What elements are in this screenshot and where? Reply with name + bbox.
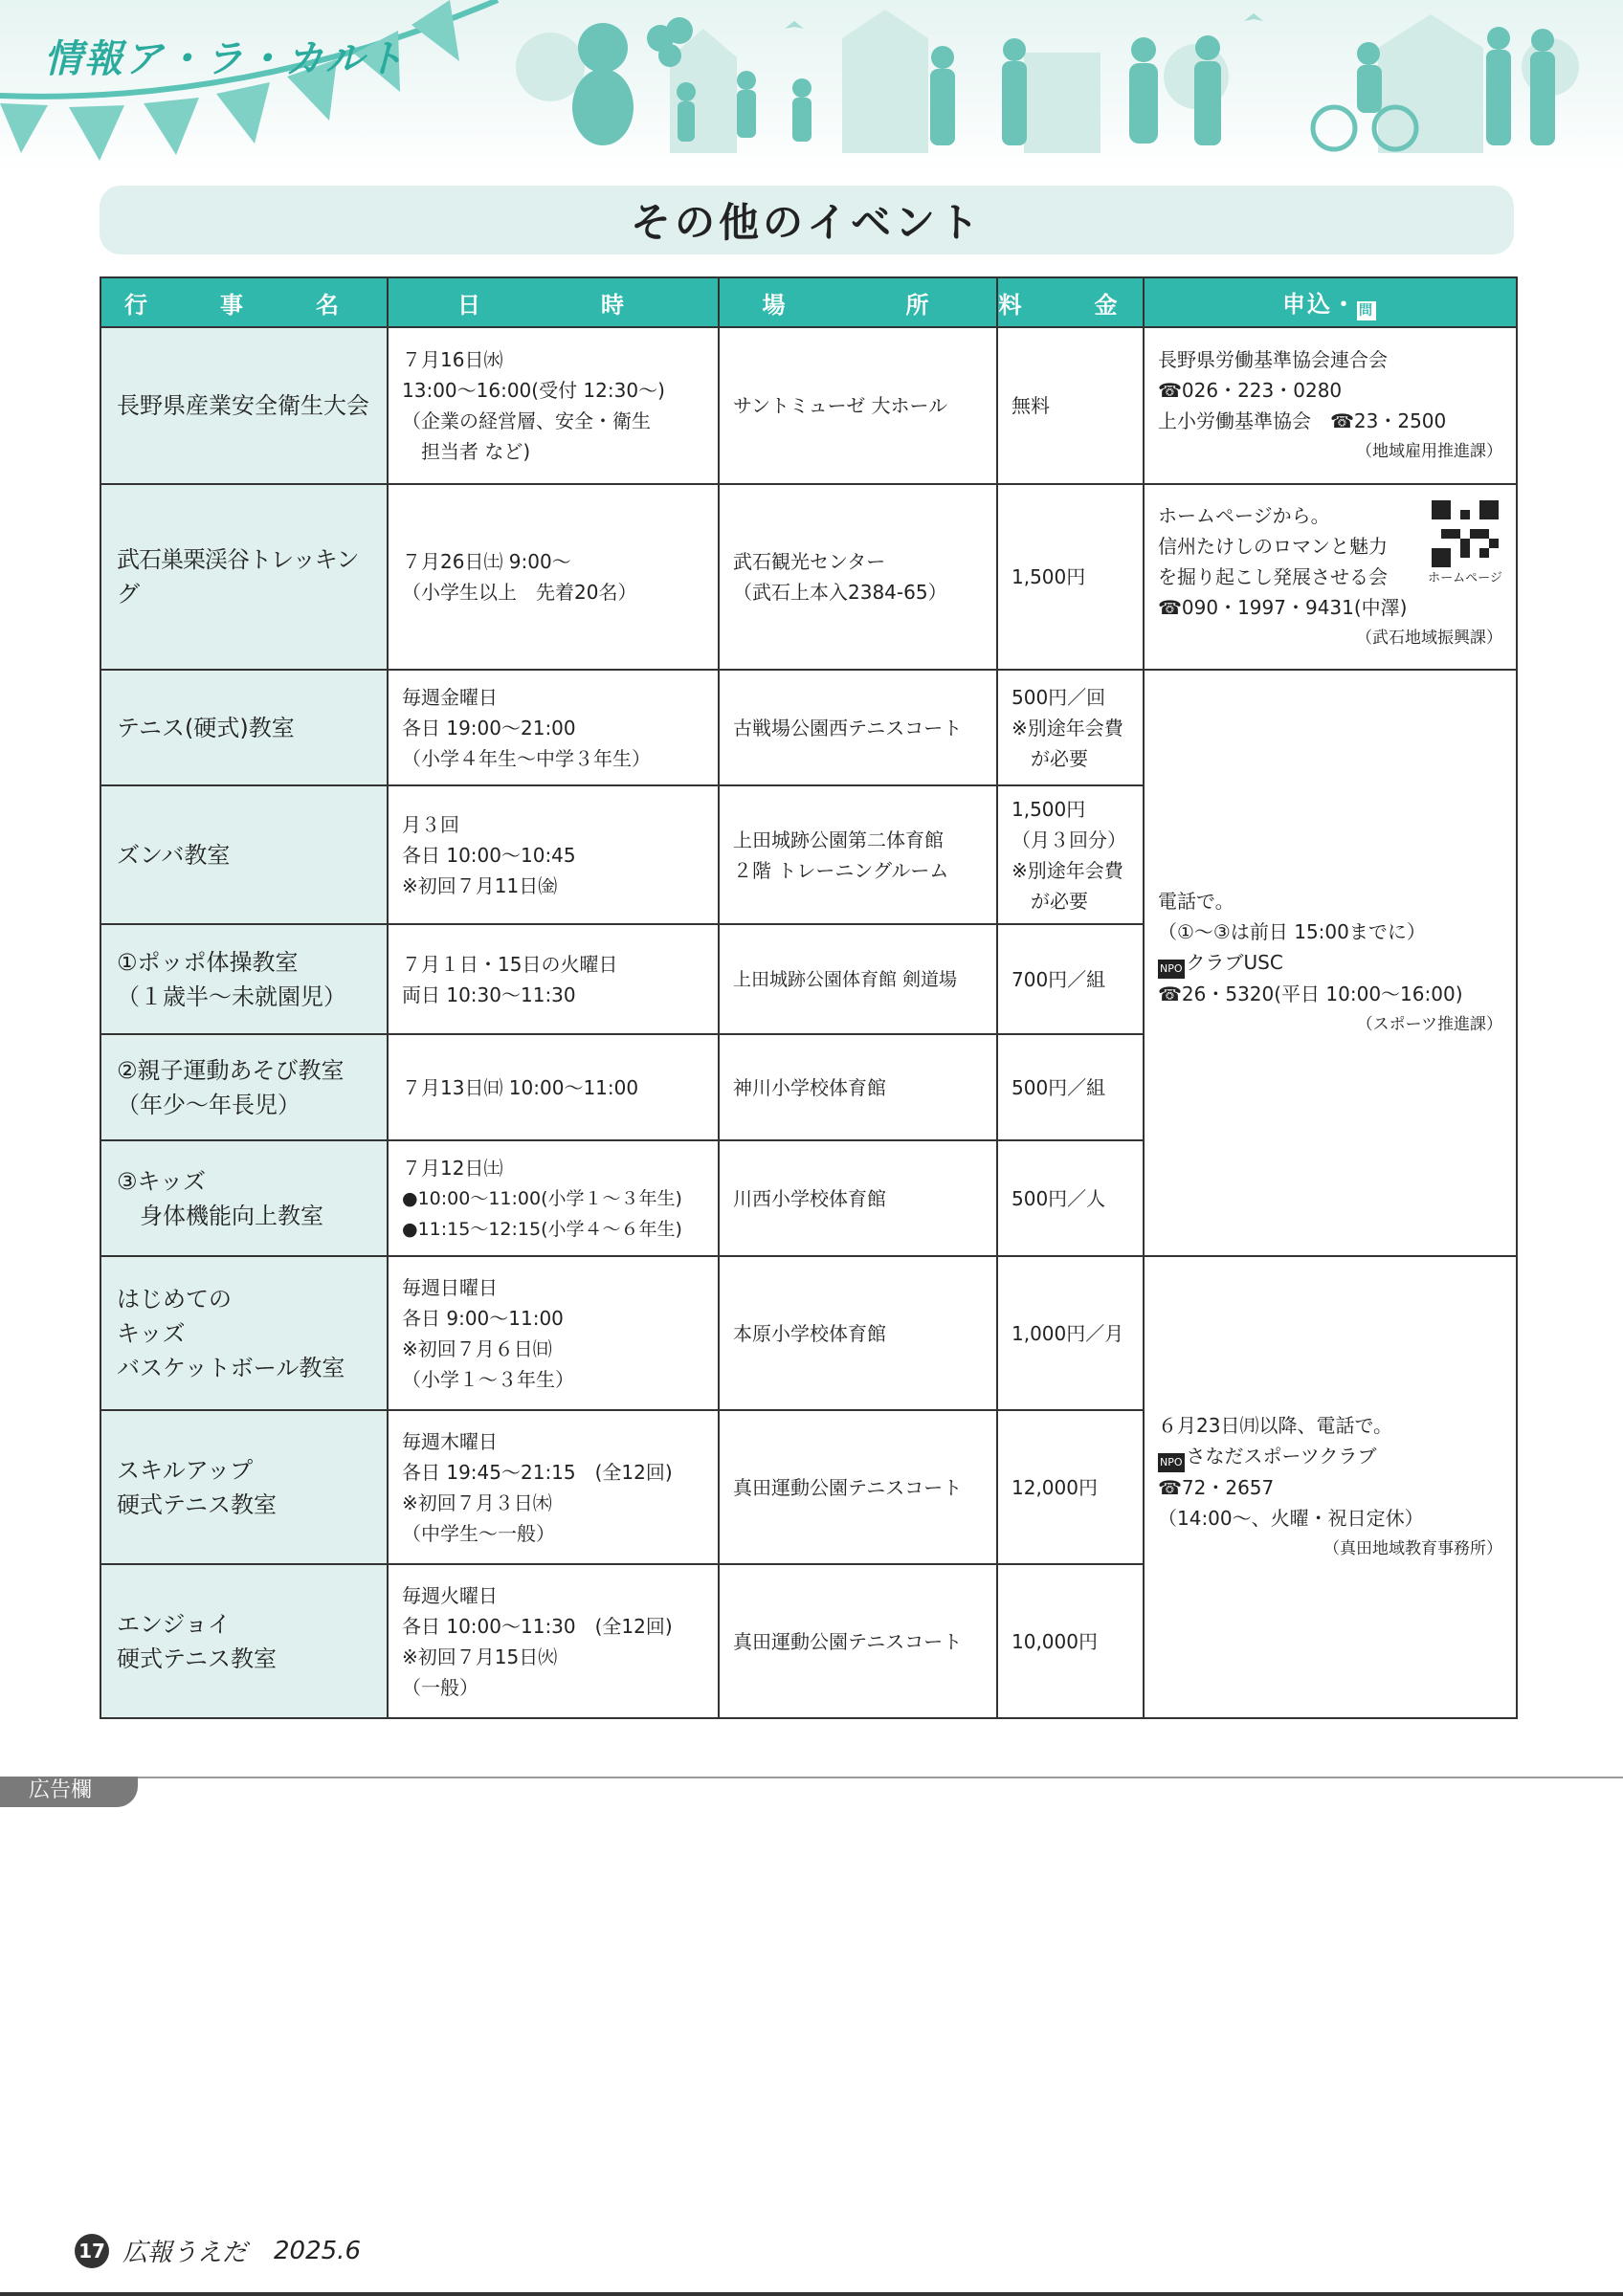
fee-line: 1,500円 <box>1012 797 1086 821</box>
bird-icon <box>1244 13 1263 21</box>
venue-cell <box>719 484 997 670</box>
column-header-event-name: 行 事 名 <box>100 277 388 327</box>
contact-phone: 上小労働基準協会 ☎23・2500 <box>1158 409 1447 432</box>
event-name-cell <box>100 785 388 924</box>
venue-cell <box>719 1410 997 1564</box>
fee-cell <box>997 1256 1144 1410</box>
event-name: 硬式テニス教室 <box>117 1490 278 1518</box>
qr-code[interactable] <box>1428 500 1502 586</box>
event-name: 硬式テニス教室 <box>117 1645 278 1672</box>
event-name: 長野県産業安全衛生大会 <box>117 392 369 419</box>
page-title-bar <box>100 186 1514 254</box>
page-header <box>0 0 1623 172</box>
inquiry-mark-icon: 問 <box>1359 302 1374 319</box>
datetime-line: （一般） <box>402 1675 478 1699</box>
datetime-line: 各日 9:00～11:00 <box>402 1306 564 1330</box>
table-row <box>100 670 1517 785</box>
venue-line: ２階 トレーニングルーム <box>733 858 949 882</box>
event-name: テニス(硬式)教室 <box>117 714 295 741</box>
contact-department: （スポーツ推進課） <box>1356 1015 1502 1034</box>
page-title: その他のイベント <box>630 199 983 246</box>
datetime-cell <box>388 1140 719 1256</box>
contact-line: 長野県労働基準協会連合会 <box>1158 348 1388 371</box>
datetime-cell <box>388 785 719 924</box>
datetime-line: ●11:15～12:15(小学４～６年生) <box>402 1218 682 1240</box>
fee-cell <box>997 1140 1144 1256</box>
running-child-icon <box>737 90 756 138</box>
fee-line: ※別途年会費 <box>1012 716 1123 740</box>
fee-line: 無料 <box>1012 394 1050 417</box>
venue-line: 真田運動公園テニスコート <box>733 1475 963 1499</box>
contact-line: を掘り起こし発展させる会 <box>1158 565 1388 588</box>
fee-line: が必要 <box>1012 889 1088 913</box>
datetime-line: ７月26日㈯ 9:00～ <box>402 550 571 573</box>
fee-cell <box>997 327 1144 484</box>
building-icon <box>1378 14 1483 48</box>
datetime-line: 各日 19:45～21:15 (全12回) <box>402 1460 673 1484</box>
datetime-cell <box>388 1034 719 1140</box>
balloon-icon <box>666 17 693 44</box>
table-row <box>100 484 1517 670</box>
datetime-line: 毎週金曜日 <box>402 685 498 709</box>
venue-line: 本原小学校体育館 <box>733 1321 886 1345</box>
datetime-line: （小学１～３年生） <box>402 1367 574 1391</box>
elderly-person-icon <box>1194 61 1221 145</box>
venue-line: 武石観光センター <box>733 550 886 573</box>
qr-label: ホームページ <box>1428 571 1502 585</box>
contact-department: （真田地域教育事務所） <box>1323 1539 1502 1558</box>
cyclist-icon <box>1357 42 1380 65</box>
building-icon <box>1024 53 1101 153</box>
fee-cell <box>997 1034 1144 1140</box>
fee-cell <box>997 1410 1144 1564</box>
bird-icon <box>785 21 804 29</box>
datetime-line: 毎週木曜日 <box>402 1429 498 1453</box>
datetime-line: ※初回７月３日㈭ <box>402 1490 552 1514</box>
building-icon <box>1378 48 1483 153</box>
venue-line: サントミューゼ 大ホール <box>733 394 948 417</box>
venue-line: 上田城跡公園体育館 剣道場 <box>733 968 958 990</box>
bear-icon <box>578 23 628 73</box>
datetime-line: ７月１日・15日の火曜日 <box>402 952 618 976</box>
column-header-fee: 料 金 <box>997 277 1144 327</box>
header-illustration <box>0 0 1623 172</box>
datetime-line: ７月13日㈰ 10:00～11:00 <box>402 1075 639 1099</box>
table-header-row <box>100 277 1517 327</box>
datetime-line: 毎週火曜日 <box>402 1583 498 1607</box>
venue-line: 真田運動公園テニスコート <box>733 1629 963 1653</box>
event-name: ズンバ教室 <box>117 841 231 869</box>
publication-name: 広報うえだ <box>122 2239 248 2267</box>
event-name-cell <box>100 670 388 785</box>
venue-cell <box>719 1256 997 1410</box>
event-name: バスケットボール教室 <box>117 1354 345 1381</box>
contact-cell <box>1144 670 1517 1256</box>
datetime-cell <box>388 670 719 785</box>
contact-department: （武石地域振興課） <box>1356 629 1502 648</box>
event-name: エンジョイ <box>117 1610 231 1638</box>
column-header-datetime: 日 時 <box>388 277 719 327</box>
event-name-cell <box>100 327 388 484</box>
event-name-cell <box>100 1140 388 1256</box>
fee-line: 700円／組 <box>1012 967 1106 991</box>
venue-line: 古戦場公園西テニスコート <box>733 716 963 740</box>
event-name-cell <box>100 1564 388 1718</box>
event-name: （年少～年長児） <box>117 1091 300 1118</box>
contact-line: （①～③は前日 15:00までに） <box>1158 920 1426 943</box>
contact-phone: ☎026・223・0280 <box>1158 379 1343 402</box>
contact-line <box>1158 947 1502 979</box>
datetime-line: ※初回７月６日㈰ <box>402 1336 552 1360</box>
child-icon <box>678 101 695 142</box>
section-title: 情報ア・ラ・カルト <box>44 36 406 81</box>
walker-icon <box>931 46 954 69</box>
venue-line: （武石上本入2384-65） <box>733 581 947 604</box>
datetime-line: 両日 10:30～11:30 <box>402 982 576 1006</box>
event-name: ③キッズ <box>117 1167 207 1195</box>
event-name-cell <box>100 924 388 1034</box>
datetime-cell <box>388 1256 719 1410</box>
npo-mark-icon: NPO <box>1158 1453 1185 1472</box>
cyclist-icon <box>1357 65 1382 113</box>
datetime-line: ※初回７月15日㈫ <box>402 1645 558 1668</box>
student-icon <box>1486 50 1511 145</box>
fee-cell <box>997 924 1144 1034</box>
fee-cell <box>997 1564 1144 1718</box>
contact-phone: ☎72・2657 <box>1158 1476 1275 1499</box>
contact-line <box>1158 1441 1502 1472</box>
venue-cell <box>719 1140 997 1256</box>
bunting-flag-icon <box>144 98 199 155</box>
datetime-line: 各日 19:00～21:00 <box>402 716 576 740</box>
fee-line: 500円／回 <box>1012 685 1106 709</box>
footer-rule <box>0 2292 1623 2296</box>
child-icon <box>677 82 696 101</box>
building-icon <box>842 38 928 153</box>
contact-org: クラブUSC <box>1186 951 1283 974</box>
fee-line: 500円／組 <box>1012 1075 1106 1099</box>
datetime-line: 各日 10:00～10:45 <box>402 843 576 867</box>
column-header-venue: 場 所 <box>719 277 997 327</box>
event-name: ①ポッポ体操教室 <box>117 948 299 976</box>
event-name: キッズ <box>117 1319 186 1347</box>
datetime-line: ７月12日㈯ <box>402 1156 503 1180</box>
datetime-line: ※初回７月11日㈮ <box>402 873 558 897</box>
contact-department: （地域雇用推進課） <box>1356 442 1502 461</box>
event-name: 武石巣栗渓谷トレッキング <box>117 546 359 607</box>
student-icon <box>1530 52 1555 145</box>
page-number: 17 <box>75 2234 109 2268</box>
datetime-cell <box>388 1564 719 1718</box>
contact-line: 信州たけしのロマンと魅力 <box>1158 535 1388 558</box>
contact-cell <box>1144 484 1517 670</box>
tree-icon <box>516 33 585 101</box>
datetime-line: （企業の経営層、安全・衛生 <box>402 409 651 432</box>
bunting-flag-icon <box>69 105 124 161</box>
datetime-cell <box>388 327 719 484</box>
fee-line: ※別途年会費 <box>1012 858 1123 882</box>
ad-label: 広告欄 <box>0 1777 138 1807</box>
datetime-line: 13:00～16:00(受付 12:30～) <box>402 379 665 402</box>
contact-cell <box>1144 327 1517 484</box>
datetime-line: 毎週日曜日 <box>402 1275 498 1299</box>
contact-phone: ☎26・5320(平日 10:00～16:00) <box>1158 982 1463 1005</box>
datetime-line: ●10:00～11:00(小学１～３年生) <box>402 1187 682 1209</box>
issue-date: 2025.6 <box>274 2236 361 2265</box>
qr-code-icon <box>1432 500 1499 567</box>
ad-divider <box>0 1777 1623 1778</box>
running-child-icon <box>792 78 812 98</box>
bicycle-wheel-icon <box>1313 107 1355 149</box>
elderly-person-icon <box>1195 35 1220 60</box>
walker-icon <box>1003 38 1026 61</box>
fee-line: が必要 <box>1012 746 1088 770</box>
event-name-cell <box>100 484 388 670</box>
datetime-cell <box>388 484 719 670</box>
student-icon <box>1531 29 1554 52</box>
contact-line: （14:00～、火曜・祝日定休） <box>1158 1507 1424 1530</box>
fee-line: （月３回分） <box>1012 828 1126 851</box>
venue-cell <box>719 1034 997 1140</box>
event-name: 身体機能向上教室 <box>117 1202 323 1229</box>
table-row <box>100 327 1517 484</box>
event-name: （１歳半～未就園児） <box>117 982 346 1010</box>
contact-org: さなだスポーツクラブ <box>1186 1445 1377 1468</box>
fee-cell <box>997 484 1144 670</box>
column-header-inquiry-label: 申込・ <box>1282 290 1357 318</box>
balloon-icon <box>658 44 681 67</box>
contact-cell <box>1144 1256 1517 1718</box>
fee-line: 1,500円 <box>1012 565 1086 588</box>
walker-icon <box>1002 61 1027 145</box>
building-icon <box>842 10 928 38</box>
fee-line: 12,000円 <box>1012 1475 1098 1499</box>
walker-icon <box>930 69 955 145</box>
venue-cell <box>719 327 997 484</box>
elderly-person-icon <box>1129 63 1158 144</box>
event-name-cell <box>100 1256 388 1410</box>
fee-line: 10,000円 <box>1012 1629 1098 1653</box>
event-name: はじめての <box>117 1285 232 1313</box>
venue-line: 上田城跡公園第二体育館 <box>733 828 944 851</box>
events-table <box>100 276 1518 1719</box>
bear-icon <box>572 69 634 145</box>
table-row <box>100 1256 1517 1410</box>
contact-line: 電話で。 <box>1158 890 1234 913</box>
running-child-icon <box>737 71 756 90</box>
event-name: スキルアップ <box>117 1456 254 1484</box>
datetime-line: （小学生以上 先着20名） <box>402 581 637 604</box>
event-name: ②親子運動あそび教室 <box>117 1056 345 1084</box>
event-name-cell <box>100 1034 388 1140</box>
contact-line: ６月23日㈪以降、電話で。 <box>1158 1414 1393 1437</box>
datetime-cell <box>388 924 719 1034</box>
datetime-cell <box>388 1410 719 1564</box>
venue-line: 川西小学校体育館 <box>733 1186 886 1210</box>
fee-cell <box>997 785 1144 924</box>
datetime-line: ７月16日㈬ <box>402 348 503 371</box>
venue-cell <box>719 924 997 1034</box>
datetime-line: 各日 10:00～11:30 (全12回) <box>402 1614 673 1638</box>
venue-cell <box>719 1564 997 1718</box>
bunting-flag-icon <box>0 103 48 153</box>
datetime-line: （小学４年生～中学３年生） <box>402 746 651 770</box>
venue-cell <box>719 785 997 924</box>
contact-line: ホームページから。 <box>1158 504 1330 527</box>
column-header-inquiry <box>1144 277 1517 327</box>
datetime-line: （中学生～一般） <box>402 1521 555 1545</box>
elderly-person-icon <box>1131 37 1156 62</box>
running-child-icon <box>792 98 812 142</box>
fee-line: 500円／人 <box>1012 1186 1106 1210</box>
fee-cell <box>997 670 1144 785</box>
datetime-line: 月３回 <box>402 812 459 836</box>
fee-line: 1,000円／月 <box>1012 1321 1124 1345</box>
page-footer <box>75 2233 361 2268</box>
venue-cell <box>719 670 997 785</box>
contact-phone: ☎090・1997・9431(中澤) <box>1158 596 1408 619</box>
venue-line: 神川小学校体育館 <box>733 1075 886 1099</box>
student-icon <box>1487 27 1510 50</box>
bunting-flag-icon <box>216 82 270 144</box>
npo-mark-icon: NPO <box>1158 960 1185 979</box>
datetime-line: 担当者 など) <box>402 440 531 463</box>
event-name-cell <box>100 1410 388 1564</box>
